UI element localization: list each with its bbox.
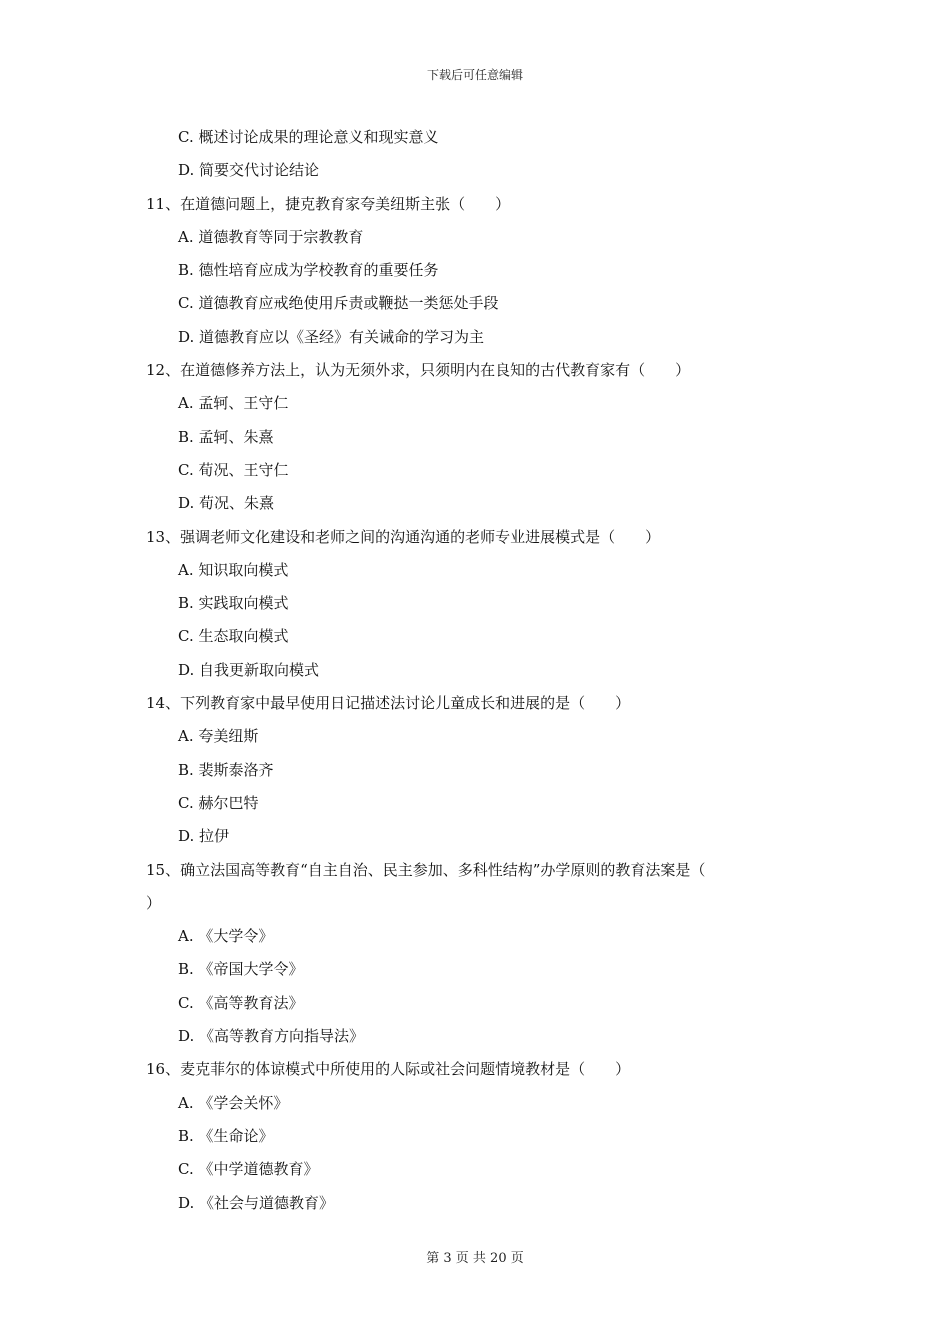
question-11: 11、在道德问题上，捷克教育家夸美纽斯主张（ ） [146,194,511,213]
document-body [0,121,950,1220]
option-line: A. 《大学令》 [178,927,274,946]
option-line: D. 拉伊 [178,827,230,846]
option-line: D. 道德教育应以《圣经》有关诫命的学习为主 [178,327,485,346]
option-line: B. 孟轲、朱熹 [178,427,274,446]
option-line: A. 孟轲、王守仁 [178,394,289,413]
option-line: D. 《高等教育方向指导法》 [178,1027,365,1046]
question-16: 16、麦克菲尔的体谅模式中所使用的人际或社会问题情境教材是（ ） [146,1060,631,1079]
option-line: A. 《学会关怀》 [178,1093,289,1112]
option-line: A. 知识取向模式 [178,560,289,579]
option-line: C. 荀况、王守仁 [178,460,289,479]
option-line: B. 《生命论》 [178,1126,274,1145]
option-line: C. 道德教育应戒绝使用斥责或鞭挞一类惩处手段 [178,294,499,313]
option-line: C. 《中学道德教育》 [178,1160,319,1179]
option-line: A. 夸美纽斯 [178,727,259,746]
option-line: D. 自我更新取向模式 [178,660,320,679]
question-15-continuation: ） [146,893,162,912]
question-13: 13、强调老师文化建设和老师之间的沟通沟通的老师专业进展模式是（ ） [146,527,661,546]
question-15: 15、确立法国高等教育“自主自治、民主参加、多科性结构”办学原则的教育法案是（ [146,860,706,879]
option-line: A. 道德教育等同于宗教教育 [178,227,364,246]
option-line: C. 赫尔巴特 [178,793,259,812]
page-header: 下载后可任意编辑 [426,68,523,82]
option-line: B. 德性培育应成为学校教育的重要任务 [178,261,439,280]
option-line: B. 裴斯泰洛齐 [178,760,274,779]
option-line: B. 实践取向模式 [178,594,289,613]
option-line: C. 概述讨论成果的理论意义和现实意义 [178,128,439,146]
option-line: D. 简要交代讨论结论 [178,161,320,180]
question-14: 14、下列教育家中最早使用日记描述法讨论儿童成长和进展的是（ ） [146,694,631,713]
option-line: C. 生态取向模式 [178,627,289,646]
option-line: D. 《社会与道德教育》 [178,1193,335,1212]
question-12: 12、在道德修养方法上，认为无须外求，只须明内在良知的古代教育家有（ ） [146,361,691,380]
option-line: B. 《帝国大学令》 [178,960,304,979]
option-line: D. 荀况、朱熹 [178,494,275,513]
page-footer: 第 3 页 共 20 页 [426,1251,524,1266]
option-line: C. 《高等教育法》 [178,993,304,1012]
